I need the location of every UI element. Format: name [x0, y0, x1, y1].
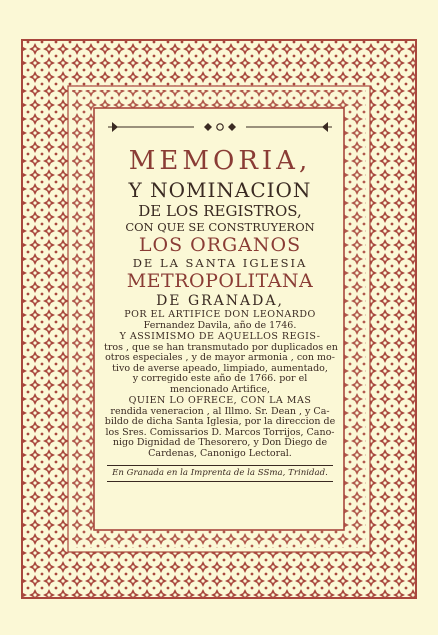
title-line-6: DE LA SANTA IGLESIA — [132, 255, 308, 270]
body-line-3: Y ASSIMISMO DE AQUELLOS REGIS- — [119, 331, 321, 342]
title-line-1: MEMORIA, — [128, 146, 312, 176]
imprint-rule-bottom — [107, 481, 333, 482]
body-line-4: tros , que se han transmutado por duplicados en — [104, 341, 338, 353]
title-page-text — [104, 118, 336, 518]
printer-fleuron-icon — [104, 120, 336, 134]
body-line-8: mencionado Artifice, — [170, 383, 270, 395]
body-line-10: rendida veneracion , al Illmo. Sr. Dean , y Ca- — [110, 405, 330, 417]
body-line-7: y corregido este año de 1766. por el — [132, 373, 308, 384]
body-line-5: otros especiales , y de mayor armonia , con mo- — [105, 352, 335, 363]
body-line-14: Cardenas, Canonigo Lectoral. — [148, 447, 292, 459]
title-line-2: Y NOMINACION — [128, 178, 312, 202]
body-line-9: QUIEN LO OFRECE, CON LA MAS — [128, 395, 312, 406]
body-line-6: tivo de averse apeado, limpiado, aumentado, — [112, 362, 328, 374]
imprint-line: En Granada en la Imprenta de la SSma, Trinidad. — [112, 468, 328, 478]
title-line-7: METROPOLITANA — [126, 270, 314, 292]
title-line-8: DE GRANADA, — [156, 293, 284, 309]
body-line-12: los Sres. Comissarios D. Marcos Torrijos, Cano- — [105, 426, 335, 438]
title-line-3: DE LOS REGISTROS, — [138, 202, 302, 220]
imprint-rule-top — [107, 465, 333, 466]
body-line-2: Fernandez Davila, año de 1746. — [143, 319, 297, 331]
body-line-13: nigo Dignidad de Thesorero, y Don Diego de — [112, 437, 328, 448]
title-line-5: LOS ORGANOS — [138, 233, 302, 256]
body-line-1: POR EL ARTIFICE DON LEONARDO — [124, 309, 316, 320]
title-line-4: CON QUE SE CONSTRUYERON — [125, 220, 315, 234]
body-line-11: bildo de dicha Santa Iglesia, por la direccion de — [104, 416, 336, 427]
